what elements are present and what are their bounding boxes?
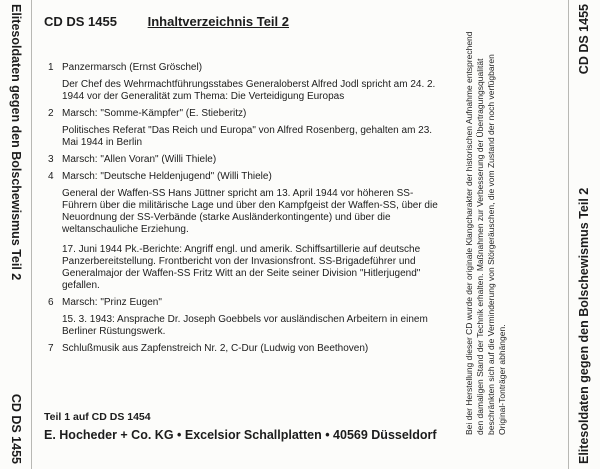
track-title: Marsch: "Deutsche Heldenjugend" (Willi Thiele) [62,171,272,182]
track-title: Marsch: "Allen Voran" (Willi Thiele) [62,154,217,165]
track-number: 6 [48,297,54,308]
track-number: 1 [48,62,54,73]
spine-right-title: Elitesoldaten gegen den Bolschewismus Teil 2 [577,187,591,464]
right-spine [568,0,600,469]
track-item [48,343,448,355]
track-list [48,62,448,360]
track-number: 3 [48,154,54,165]
track-title: Schlußmusik aus Zapfenstreich Nr. 2, C-Dur (Ludwig von Beethoven) [62,343,369,354]
spine-right-code: CD DS 1455 [577,4,591,75]
track-title: Panzermarsch (Ernst Gröschel) [62,62,203,73]
track-number: 7 [48,343,54,354]
spine-left-code: CD DS 1455 [9,393,23,464]
track-description: Politisches Referat "Das Reich und Europa" von Alfred Rosenberg, gehalten am 23. Mai 1944 in Berlin [62,125,433,148]
track-title: Marsch: "Prinz Eugen" [62,297,162,308]
track-item [48,108,448,149]
track-description: Der Chef des Wehrmachtführungsstabes Generaloberst Alfred Jodl spricht am 24. 2. 1944 vor der Generalität zum Thema: Die Verteidigung Europas [62,79,436,102]
track-description: General der Waffen-SS Hans Jüttner spricht am 13. April 1944 vor höheren SS-Führern über die militärische Lage und über den Kampfgeist der Waffen-SS, über die Neuordnung der SS-Verbände (starke Ausländerkontingente) und über die weltanschauliche Erziehung. [62,188,438,235]
page-title: Inhaltverzeichnis Teil 2 [147,14,289,29]
track-number: 2 [48,108,54,119]
catalog-number: CD DS 1455 [44,14,117,29]
left-fold-line [31,0,32,469]
left-spine [0,0,32,469]
track-number: 4 [48,171,54,182]
production-note-text: Bei der Herstellung dieser CD wurde der originale Klangcharakter der historischen Aufnahme entsprechend den damaligen Stand der Technik erhalten. Maßnahmen zur Verbesserung der Übertragungsqualität beschränkten sich auf die Verminderung von Störgeräuschen, die vom Zustand der noch verfügbaren Original-Tonträger abhängen. [464,31,507,435]
track-item [48,154,448,166]
publisher-line: E. Hocheder + Co. KG • Excelsior Schallplatten • 40569 Düsseldorf [44,428,437,442]
spine-left-title: Elitesoldaten gegen den Bolschewismus Teil 2 [9,4,23,281]
track-description-2: 17. Juni 1944 Pk.-Berichte: Angriff engl. und amerik. Schiffsartillerie auf deutsche Panzerbereitstellung. Frontbericht von der Invasionsfront. SS-Brigadeführer und Generalmajor der Waffen-SS Fritz Witt an der Seite seiner Division "Hitlerjugend" gefallen. [62,244,421,291]
header [44,14,289,29]
track-item [48,62,448,103]
track-item [48,297,448,338]
track-item [48,171,448,292]
track-title: Marsch: "Somme-Kämpfer" (E. Stieberitz) [62,108,247,119]
part-one-reference: Teil 1 auf CD DS 1454 [44,411,151,423]
track-description: 15. 3. 1943: Ansprache Dr. Joseph Goebbels vor ausländischen Arbeitern in einem Berliner Rüstungswerk. [62,314,428,337]
right-fold-line [568,0,569,469]
